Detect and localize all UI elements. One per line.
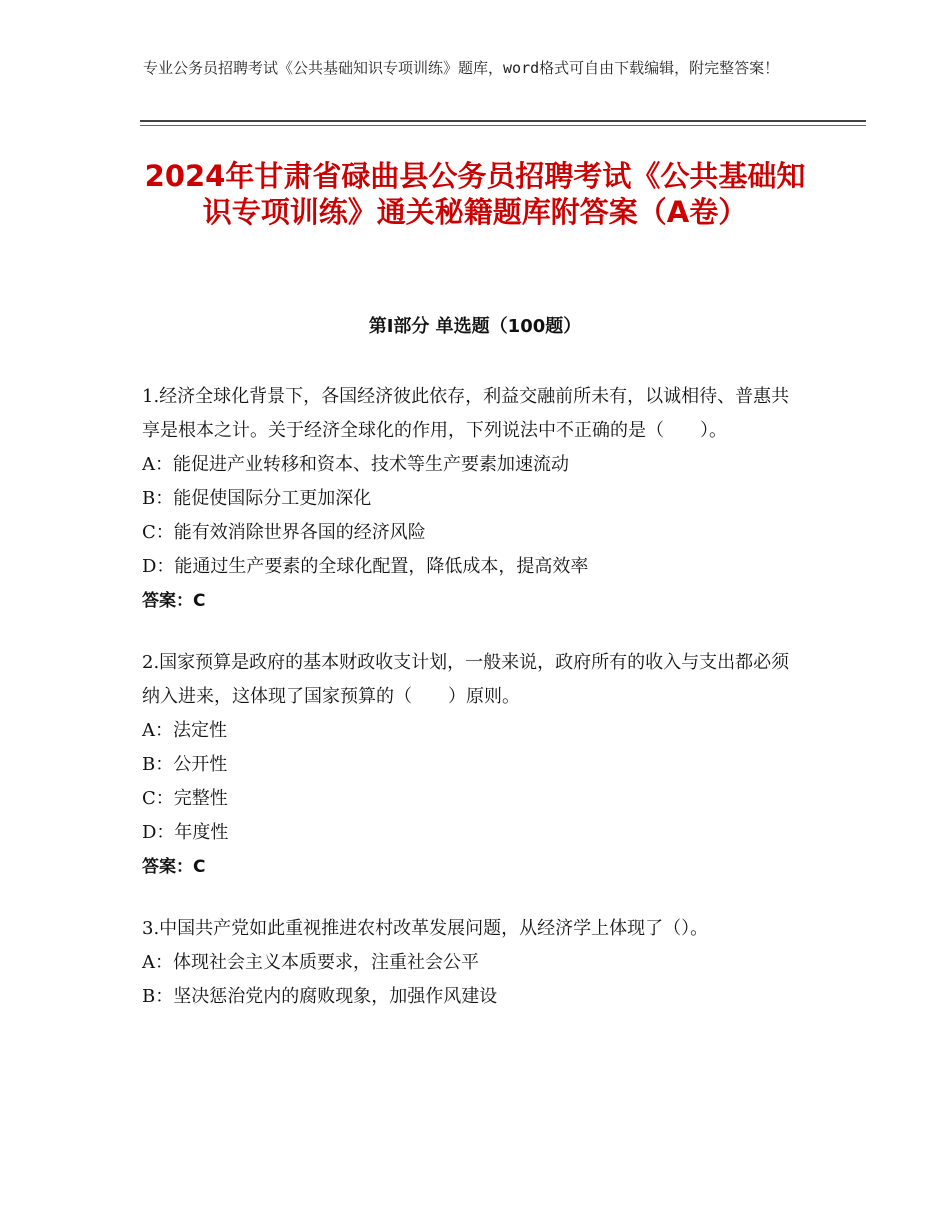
header-divider-thick xyxy=(140,120,866,122)
question-text: 3.中国共产党如此重视推进农村改革发展问题，从经济学上体现了（）。 xyxy=(142,918,709,939)
question-1 xyxy=(142,380,797,618)
option-b: B：坚决惩治党内的腐败现象，加强作风建设 xyxy=(142,986,498,1007)
question-3 xyxy=(142,912,797,1014)
question-text: 2.国家预算是政府的基本财政收支计划，一般来说，政府所有的收入与支出都必须纳入进来，这体现了国家预算的（ ）原则。 xyxy=(142,652,790,707)
option-a: A：体现社会主义本质要求，注重社会公平 xyxy=(142,952,479,973)
option-d: D：年度性 xyxy=(142,822,229,843)
option-a: A：法定性 xyxy=(142,720,227,741)
answer: 答案：C xyxy=(142,591,206,611)
question-text: 1.经济全球化背景下，各国经济彼此依存，利益交融前所未有，以诚相待、普惠共享是根本之计。关于经济全球化的作用，下列说法中不正确的是（ ）。 xyxy=(142,386,790,441)
option-a: A：能促进产业转移和资本、技术等生产要素加速流动 xyxy=(142,454,569,475)
header-divider-thin xyxy=(140,125,866,126)
section-heading: 第Ⅰ部分 单选题（100题） xyxy=(368,316,582,337)
option-d: D：能通过生产要素的全球化配置，降低成本，提高效率 xyxy=(142,556,589,577)
header-note: 专业公务员招聘考试《公共基础知识专项训练》题库，word格式可自由下载编辑，附完整答案！ xyxy=(143,59,780,77)
document-title: 2024年甘肃省碌曲县公务员招聘考试《公共基础知识专项训练》通关秘籍题库附答案（A卷） xyxy=(144,159,806,229)
answer: 答案：C xyxy=(142,857,206,877)
question-list xyxy=(142,380,797,1042)
option-c: C：完整性 xyxy=(142,788,228,809)
question-2 xyxy=(142,646,797,884)
option-c: C：能有效消除世界各国的经济风险 xyxy=(142,522,426,543)
option-b: B：能促使国际分工更加深化 xyxy=(142,488,372,509)
option-b: B：公开性 xyxy=(142,754,228,775)
